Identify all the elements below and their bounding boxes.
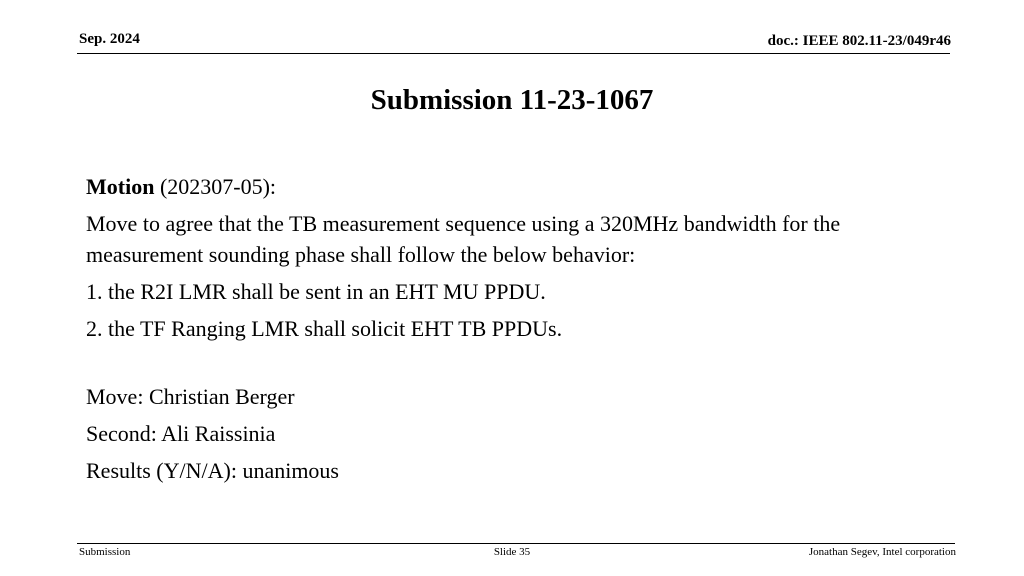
footer-author: Jonathan Segev, Intel corporation <box>808 546 956 558</box>
footer-submission: Submission <box>79 546 131 558</box>
slide-body <box>86 171 956 492</box>
header-date: Sep. 2024 <box>79 31 140 47</box>
footer-divider <box>77 543 955 544</box>
mover: Move: Christian Berger <box>86 384 295 409</box>
motion-text: Move to agree that the TB measurement sequence using a 320MHz bandwidth for the measurement sounding phase shall follow the below behavior: <box>86 211 841 267</box>
motion-number: (202307-05): <box>154 174 277 199</box>
footer-slide-number: Slide 35 <box>493 546 531 558</box>
motion-label: Motion <box>86 174 155 199</box>
spacer <box>86 350 956 381</box>
motion-item-1: 1. the R2I LMR shall be sent in an EHT MU PPDU. <box>86 279 546 304</box>
header-divider <box>77 53 950 54</box>
header-doc-id: doc.: IEEE 802.11-23/049r46 <box>767 33 951 49</box>
seconder: Second: Ali Raissinia <box>86 421 276 446</box>
motion-item-2: 2. the TF Ranging LMR shall solicit EHT TB PPDUs. <box>86 316 563 341</box>
slide-title: Submission 11-23-1067 <box>370 84 654 116</box>
vote-results: Results (Y/N/A): unanimous <box>86 458 339 483</box>
motion-heading <box>86 171 956 202</box>
